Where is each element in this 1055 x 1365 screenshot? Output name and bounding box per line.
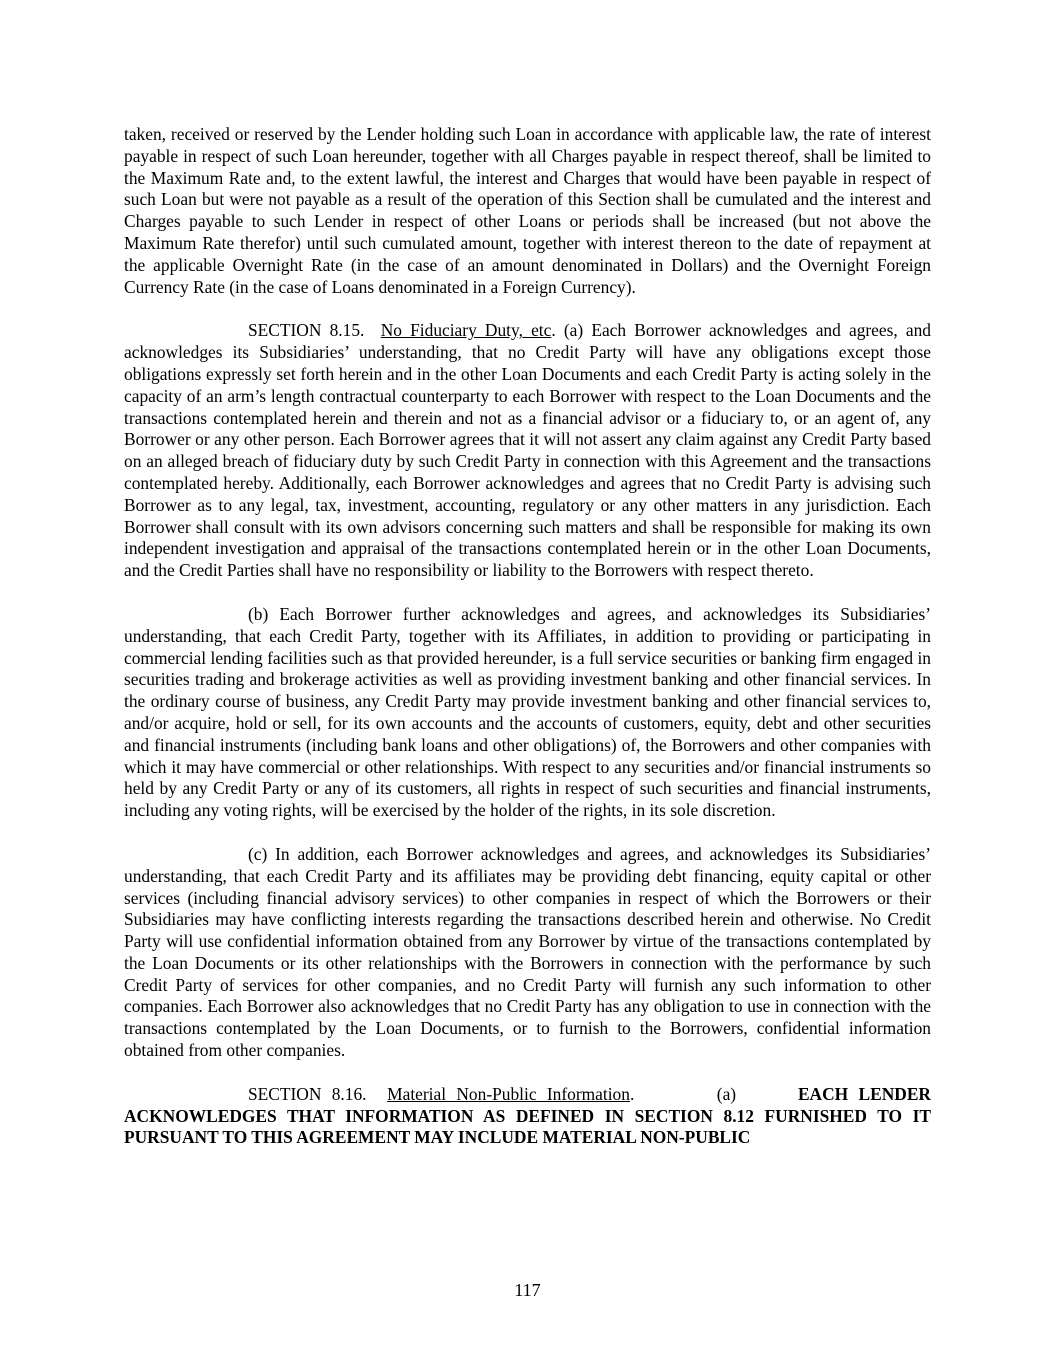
paragraph-continuation: taken, received or reserved by the Lender holding such Loan in accordance with applicable law, the rate of interest payable in respect of such Loan hereunder, together with all Charges payable in respect thereof, shall be limited to the Maximum Rate and, to the extent lawful, the interest and Charges that would have been payable in respect of such Loan but were not payable as a result of the operation of this Section shall be cumulated and the interest and Charges payable to such Lender in respect of other Loans or periods shall be increased (but not above the Maximum Rate therefor) until such cumulated amount, together with interest thereon to the date of repayment at the applicable Overnight Rate (in the case of an amount denominated in Dollars) and the Overnight Foreign Currency Rate (in the case of Loans denominated in a Foreign Currency). — [124, 124, 931, 297]
section-8-16-paragraph — [124, 1084, 931, 1149]
section-8-15-label: SECTION 8.15. — [248, 320, 365, 341]
page-number: 117 — [514, 1280, 541, 1300]
section-8-16-title: Material Non-Public Information — [387, 1083, 630, 1104]
section-8-16-label: SECTION 8.16. — [248, 1083, 367, 1104]
section-8-15-paragraph — [124, 320, 931, 582]
section-8-15-text: . (a) Each Borrower acknowledges and agrees, and acknowledges its Subsidiaries’ understanding, that no Credit Party will have any obligations except those obligations expressly set forth herein and in the other Loan Documents and each Credit Party is acting solely in the capacity of an arm’s length contractual counterparty to each Borrower with respect to the Loan Documents and the transactions contemplated herein and therein and not as a financial advisor or a fiduciary to, or an agent of, any Borrower or any other person. Each Borrower agrees that it will not assert any claim against any Credit Party based on an alleged breach of fiduciary duty by such Credit Party in connection with this Agreement and the transactions contemplated hereby. Additionally, each Borrower acknowledges and agrees that no Credit Party is advising such Borrower as to any legal, tax, investment, accounting, regulatory or any other matters in any jurisdiction. Each Borrower shall consult with its own advisors concerning such matters and shall be responsible for making its own independent investigation and appraisal of the transactions contemplated herein or in the other Loan Documents, and the Credit Parties shall have no responsibility or liability to the Borrowers with respect thereto. — [124, 320, 932, 581]
section-8-15-paragraph-b: (b) Each Borrower further acknowledges and agrees, and acknowledges its Subsidiaries’ understanding, that each Credit Party, together with its Affiliates, in addition to providing or participating in commercial lending facilities such as that provided hereunder, is a full service securities or banking firm engaged in securities trading and brokerage activities as well as providing investment banking and other financial services. In the ordinary course of business, any Credit Party may provide investment banking and other financial services to, and/or acquire, hold or sell, for its own accounts and the accounts of customers, equity, debt and other securities and financial instruments (including bank loans and other obligations) of, the Borrowers and other companies with which it may have commercial or other relationships. With respect to any securities and/or financial instruments so held by any Credit Party or any of its customers, all rights in respect of such securities and financial instruments, including any voting rights, will be exercised by the holder of the rights, in its sole discretion. — [124, 603, 931, 821]
section-8-16-bold-text: EACH LENDER ACKNOWLEDGES THAT INFORMATION AS DEFINED IN SECTION 8.12 FURNISHED TO IT PURSUANT TO THIS AGREEMENT MAY INCLUDE MATERIAL NON-PUBLIC — [124, 1083, 931, 1148]
section-8-15-paragraph-c: (c) In addition, each Borrower acknowledges and agrees, and acknowledges its Subsidiaries’ understanding, that each Credit Party and its affiliates may be providing debt financing, equity capital or other services (including financial advisory services) to other companies in respect of which the Borrowers or their Subsidiaries may have conflicting interests regarding the transactions described herein and otherwise. No Credit Party will use confidential information obtained from any Borrower by virtue of the transactions contemplated by the Loan Documents or its other relationships with the Borrowers in connection with the performance by such Credit Party of services for other companies, and no Credit Party will furnish any such information to other companies. Each Borrower also acknowledges that no Credit Party has any obligation to use in connection with the transactions contemplated by the Loan Documents, or to furnish to the Borrowers, confidential information obtained from other companies. — [124, 843, 931, 1061]
section-8-15-title: No Fiduciary Duty, etc — [380, 320, 552, 341]
document-page — [124, 124, 931, 1171]
section-8-16-item-marker: . (a) — [629, 1083, 798, 1104]
